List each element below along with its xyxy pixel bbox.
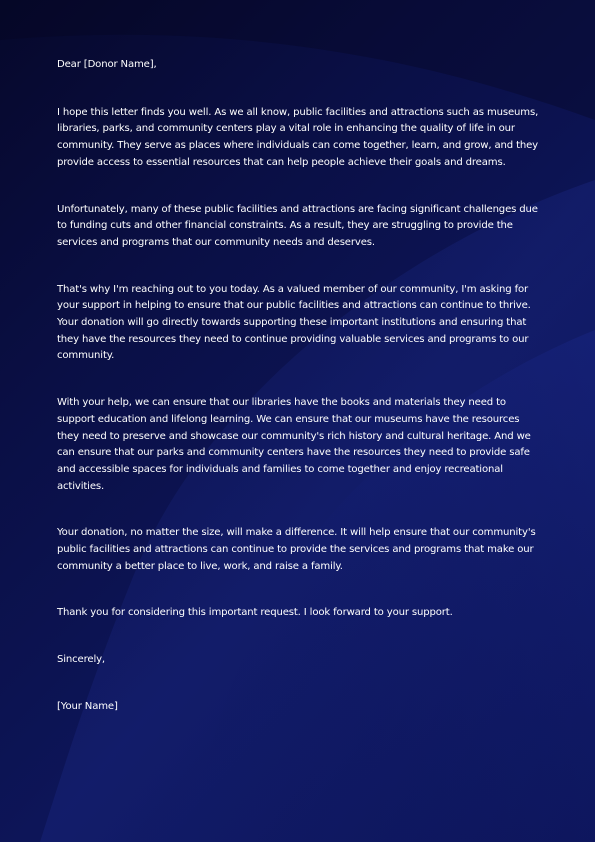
letter-paragraph-5: Your donation, no matter the size, will make a difference. It will help ensure that our community's public facilities and attractions can continue to provide the services and programs that make our community a better place to live, work, and raise a family.: [57, 527, 536, 572]
letter-closing-line: Thank you for considering this important request. I look forward to your support.: [57, 607, 453, 619]
letter-paragraph-2: Unfortunately, many of these public facilities and attractions are facing significant challenges due to funding cuts and other financial constraints. As a result, they are struggling to provide the services and programs that our community needs and deserves.: [57, 203, 538, 248]
letter-greeting: Dear [Donor Name],: [57, 59, 157, 70]
letter-paragraph-4: With your help, we can ensure that our libraries have the books and materials they need to support education and lifelong learning. We can ensure that our museums have the resources they need to preserve and showcase our community's rich history and cultural heritage. And we can ensure that our parks and community centers have the resources they need to provide safe and accessible spaces for individuals and families to come together and enjoy recreational activities.: [57, 397, 531, 492]
letter-paragraph-1: I hope this letter finds you well. As we all know, public facilities and attractions such as museums, libraries, parks, and community centers play a vital role in enhancing the quality of life in our community. They serve as places where individuals can come together, learn, and grow, and they provide access to essential resources that can help people achieve their goals and dreams.: [57, 106, 539, 168]
letter-paragraph-3: That's why I'm reaching out to you today. As a valued member of our community, I'm asking for your support in helping to ensure that our public facilities and attractions can continue to thrive. Your donation will go directly towards supporting these important institutions and ensuring that they have the resources they need to continue providing valuable services and programs to our community.: [57, 283, 531, 362]
letter-signature: [Your Name]: [57, 700, 118, 712]
letter-signoff: Sincerely,: [57, 654, 105, 666]
letter-body: [57, 57, 543, 716]
